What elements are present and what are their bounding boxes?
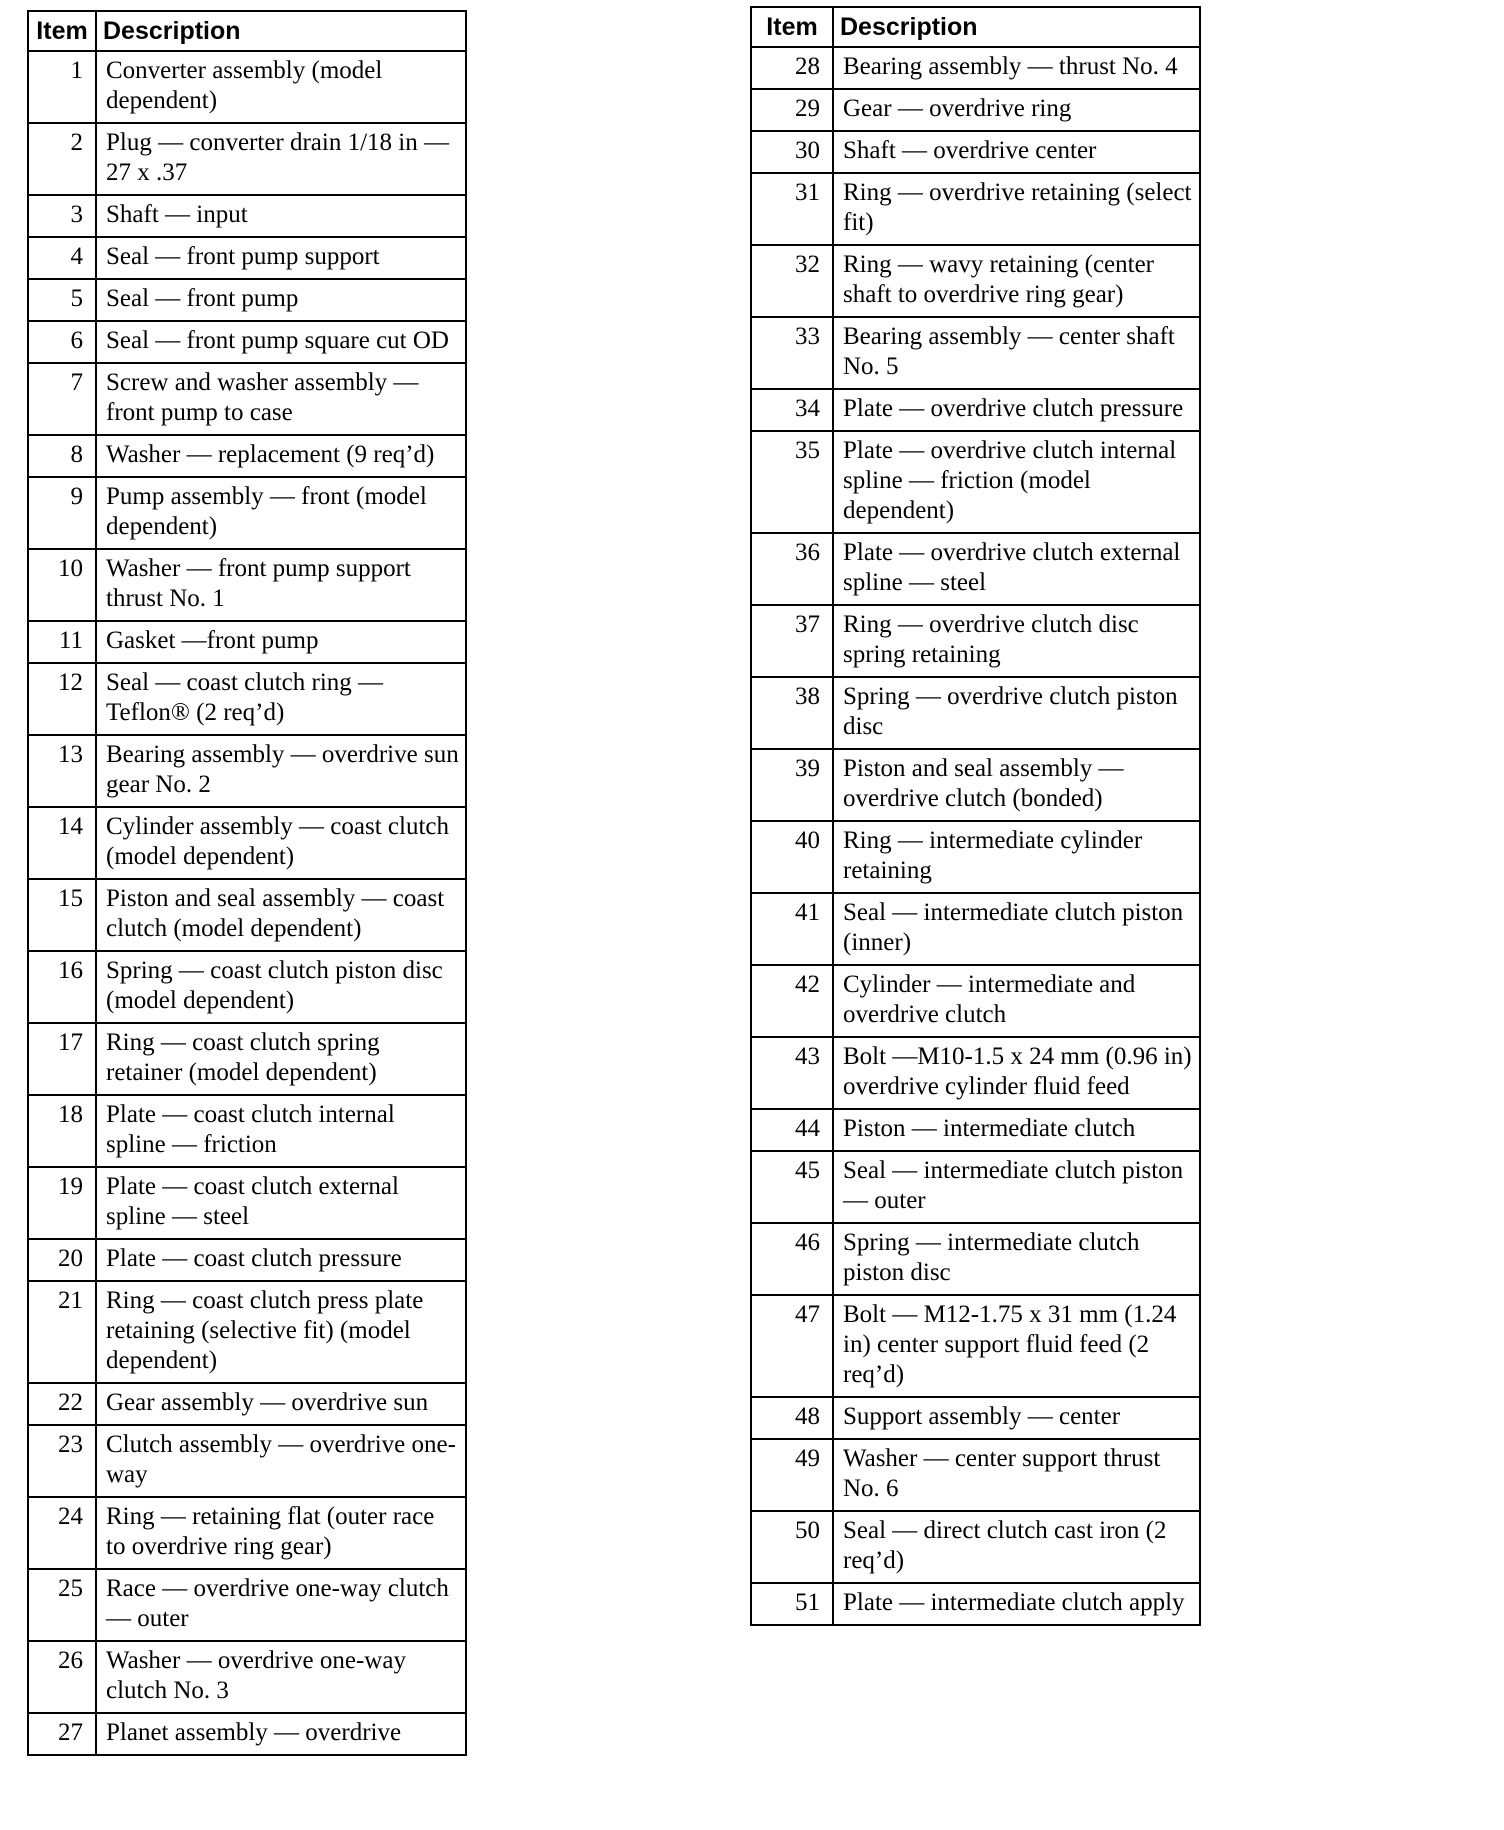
item-description: Seal — front pump square cut OD: [96, 321, 466, 363]
table-row: [28, 1713, 466, 1755]
item-number: 46: [751, 1223, 833, 1295]
table-row: [751, 47, 1200, 89]
item-number: 37: [751, 605, 833, 677]
item-number: 29: [751, 89, 833, 131]
table-row: [751, 1295, 1200, 1397]
item-description: Plate — overdrive clutch pressure: [833, 389, 1200, 431]
item-number: 14: [28, 807, 96, 879]
item-number: 21: [28, 1281, 96, 1383]
item-number: 4: [28, 237, 96, 279]
item-description: Piston — intermediate clutch: [833, 1109, 1200, 1151]
item-description: Converter assembly (model dependent): [96, 51, 466, 123]
table-row: [751, 677, 1200, 749]
item-column-header: Item: [28, 11, 96, 51]
item-number: 7: [28, 363, 96, 435]
item-description: Washer — replacement (9 req’d): [96, 435, 466, 477]
item-number: 25: [28, 1569, 96, 1641]
item-description: Bearing assembly — center shaft No. 5: [833, 317, 1200, 389]
table-row: [28, 807, 466, 879]
table-row: [28, 237, 466, 279]
item-description: Bolt — M12-1.75 x 31 mm (1.24 in) center support fluid feed (2 req’d): [833, 1295, 1200, 1397]
item-number: 5: [28, 279, 96, 321]
table-row: [751, 893, 1200, 965]
table-row: [28, 1239, 466, 1281]
item-description: Support assembly — center: [833, 1397, 1200, 1439]
item-description: Washer — front pump support thrust No. 1: [96, 549, 466, 621]
item-description: Clutch assembly — overdrive one-way: [96, 1425, 466, 1497]
table-row: [28, 1641, 466, 1713]
item-description: Piston and seal assembly — coast clutch (model dependent): [96, 879, 466, 951]
item-number: 15: [28, 879, 96, 951]
item-number: 36: [751, 533, 833, 605]
item-number: 34: [751, 389, 833, 431]
item-description: Ring — intermediate cylinder retaining: [833, 821, 1200, 893]
table-row: [28, 51, 466, 123]
item-number: 40: [751, 821, 833, 893]
item-description: Plate — coast clutch internal spline — friction: [96, 1095, 466, 1167]
item-number: 31: [751, 173, 833, 245]
item-description: Plate — intermediate clutch apply: [833, 1583, 1200, 1625]
table-row: [28, 879, 466, 951]
item-description: Planet assembly — overdrive: [96, 1713, 466, 1755]
parts-table-left: [27, 10, 467, 1756]
item-number: 43: [751, 1037, 833, 1109]
table-row: [28, 123, 466, 195]
item-number: 24: [28, 1497, 96, 1569]
table-row: [28, 1569, 466, 1641]
parts-rows: [28, 51, 466, 1755]
table-row: [751, 1223, 1200, 1295]
item-description: Plate — overdrive clutch internal spline — friction (model dependent): [833, 431, 1200, 533]
item-number: 27: [28, 1713, 96, 1755]
table-row: [28, 951, 466, 1023]
table-row: [28, 1023, 466, 1095]
item-description: Screw and washer assembly — front pump to case: [96, 363, 466, 435]
table-row: [28, 549, 466, 621]
table-row: [28, 363, 466, 435]
parts-table-right: [750, 6, 1201, 1626]
item-number: 44: [751, 1109, 833, 1151]
table-row: [751, 605, 1200, 677]
item-description: Seal — front pump: [96, 279, 466, 321]
table-row: [751, 1439, 1200, 1511]
table-header-row: [751, 7, 1200, 47]
item-description: Gear assembly — overdrive sun: [96, 1383, 466, 1425]
item-description: Washer — center support thrust No. 6: [833, 1439, 1200, 1511]
item-description: Seal — intermediate clutch piston — outer: [833, 1151, 1200, 1223]
item-description: Seal — front pump support: [96, 237, 466, 279]
item-description: Washer — overdrive one-way clutch No. 3: [96, 1641, 466, 1713]
item-number: 8: [28, 435, 96, 477]
item-number: 19: [28, 1167, 96, 1239]
item-number: 39: [751, 749, 833, 821]
item-number: 18: [28, 1095, 96, 1167]
table-row: [751, 389, 1200, 431]
table-row: [28, 279, 466, 321]
item-description: Plate — overdrive clutch external spline — steel: [833, 533, 1200, 605]
item-description: Pump assembly — front (model dependent): [96, 477, 466, 549]
item-description: Plate — coast clutch pressure: [96, 1239, 466, 1281]
item-description: Cylinder assembly — coast clutch (model dependent): [96, 807, 466, 879]
table-row: [751, 1037, 1200, 1109]
item-number: 3: [28, 195, 96, 237]
item-description: Spring — coast clutch piston disc (model dependent): [96, 951, 466, 1023]
table-row: [751, 533, 1200, 605]
item-description: Piston and seal assembly — overdrive clutch (bonded): [833, 749, 1200, 821]
description-column-header: Description: [96, 11, 466, 51]
table-row: [751, 89, 1200, 131]
item-number: 41: [751, 893, 833, 965]
table-row: [28, 321, 466, 363]
item-description: Gear — overdrive ring: [833, 89, 1200, 131]
table-row: [751, 821, 1200, 893]
item-number: 17: [28, 1023, 96, 1095]
item-description: Ring — coast clutch spring retainer (model dependent): [96, 1023, 466, 1095]
item-number: 13: [28, 735, 96, 807]
item-description: Ring — wavy retaining (center shaft to overdrive ring gear): [833, 245, 1200, 317]
table-row: [28, 735, 466, 807]
item-number: 12: [28, 663, 96, 735]
table-row: [751, 1583, 1200, 1625]
item-description: Ring — overdrive retaining (select fit): [833, 173, 1200, 245]
item-description: Ring — retaining flat (outer race to overdrive ring gear): [96, 1497, 466, 1569]
table-row: [28, 477, 466, 549]
item-number: 38: [751, 677, 833, 749]
item-number: 30: [751, 131, 833, 173]
table-row: [28, 663, 466, 735]
item-description: Gasket —front pump: [96, 621, 466, 663]
item-description: Ring — overdrive clutch disc spring retaining: [833, 605, 1200, 677]
item-description: Spring — overdrive clutch piston disc: [833, 677, 1200, 749]
item-description: Ring — coast clutch press plate retaining (selective fit) (model dependent): [96, 1281, 466, 1383]
table-row: [751, 749, 1200, 821]
item-number: 10: [28, 549, 96, 621]
table-row: [751, 245, 1200, 317]
parts-rows: [751, 47, 1200, 1625]
item-description: Bearing assembly — overdrive sun gear No. 2: [96, 735, 466, 807]
item-number: 49: [751, 1439, 833, 1511]
item-number: 23: [28, 1425, 96, 1497]
item-column-header: Item: [751, 7, 833, 47]
item-description: Shaft — input: [96, 195, 466, 237]
item-description: Cylinder — intermediate and overdrive clutch: [833, 965, 1200, 1037]
table-row: [28, 1497, 466, 1569]
table-row: [28, 1167, 466, 1239]
item-number: 28: [751, 47, 833, 89]
table-row: [28, 1425, 466, 1497]
item-number: 20: [28, 1239, 96, 1281]
item-number: 16: [28, 951, 96, 1023]
item-description: Plug — converter drain 1/18 in — 27 x .37: [96, 123, 466, 195]
item-number: 2: [28, 123, 96, 195]
table-row: [28, 195, 466, 237]
item-number: 32: [751, 245, 833, 317]
table-row: [28, 435, 466, 477]
item-number: 45: [751, 1151, 833, 1223]
table-row: [751, 431, 1200, 533]
item-number: 22: [28, 1383, 96, 1425]
item-description: Spring — intermediate clutch piston disc: [833, 1223, 1200, 1295]
item-description: Seal — direct clutch cast iron (2 req’d): [833, 1511, 1200, 1583]
item-description: Seal — coast clutch ring — Teflon® (2 req’d): [96, 663, 466, 735]
table-header-row: [28, 11, 466, 51]
table-row: [751, 965, 1200, 1037]
item-number: 6: [28, 321, 96, 363]
table-row: [28, 1383, 466, 1425]
item-number: 33: [751, 317, 833, 389]
item-description: Shaft — overdrive center: [833, 131, 1200, 173]
item-number: 47: [751, 1295, 833, 1397]
item-number: 1: [28, 51, 96, 123]
item-number: 9: [28, 477, 96, 549]
item-number: 50: [751, 1511, 833, 1583]
table-row: [751, 1109, 1200, 1151]
item-number: 51: [751, 1583, 833, 1625]
table-row: [751, 1151, 1200, 1223]
table-row: [28, 1095, 466, 1167]
item-number: 26: [28, 1641, 96, 1713]
item-number: 42: [751, 965, 833, 1037]
table-row: [28, 1281, 466, 1383]
item-number: 48: [751, 1397, 833, 1439]
table-row: [751, 317, 1200, 389]
description-column-header: Description: [833, 7, 1200, 47]
table-row: [28, 621, 466, 663]
table-row: [751, 173, 1200, 245]
table-row: [751, 1397, 1200, 1439]
item-description: Race — overdrive one-way clutch — outer: [96, 1569, 466, 1641]
item-description: Seal — intermediate clutch piston (inner): [833, 893, 1200, 965]
table-row: [751, 131, 1200, 173]
table-row: [751, 1511, 1200, 1583]
item-number: 35: [751, 431, 833, 533]
item-description: Bearing assembly — thrust No. 4: [833, 47, 1200, 89]
item-description: Plate — coast clutch external spline — steel: [96, 1167, 466, 1239]
item-number: 11: [28, 621, 96, 663]
item-description: Bolt —M10-1.5 x 24 mm (0.96 in) overdrive cylinder fluid feed: [833, 1037, 1200, 1109]
